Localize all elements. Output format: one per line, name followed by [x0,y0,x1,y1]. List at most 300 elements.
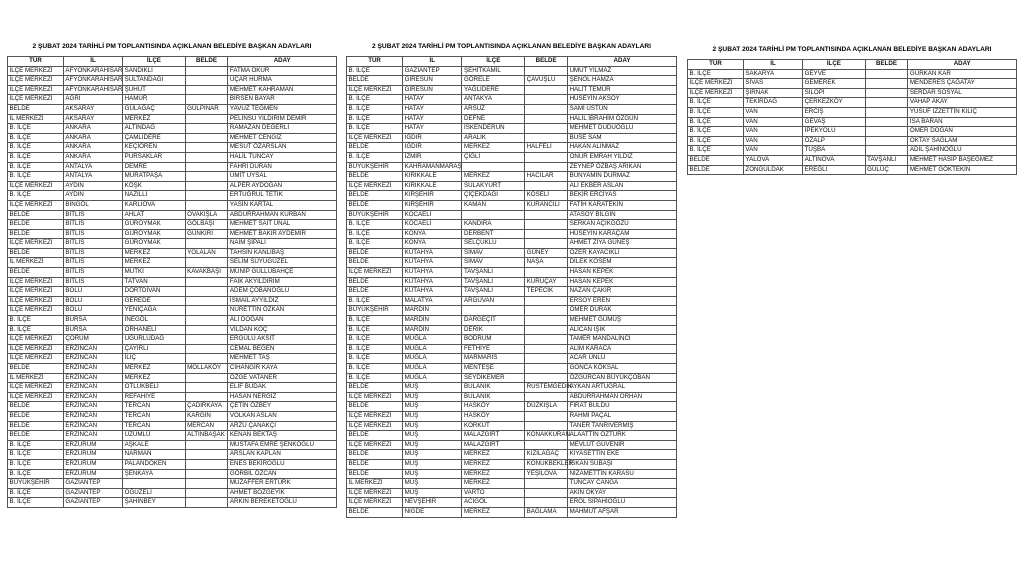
province-cell: ANKARA [63,124,122,134]
town-cell [185,316,228,326]
town-cell [525,306,568,316]
type-cell: BELDE [347,402,403,412]
type-cell: BELDE [347,277,403,287]
candidate-cell: KIYASETTİN EKE [568,450,677,460]
candidate-cell: MEHMET GÜMÜŞ [568,316,677,326]
district-cell: TERCAN [123,421,186,431]
type-cell: İL MERKEZİ [8,114,64,124]
district-cell: DARGEÇİT [462,316,525,326]
candidate-cell: HASAN KEPEK [568,268,677,278]
province-cell: AKSARAY [63,104,122,114]
province-cell: AYDIN [63,191,122,201]
candidate-cell: VOLKAN ASLAN [228,411,337,421]
type-cell: İLÇE MERKEZİ [688,79,744,89]
district-cell: FETHİYE [462,344,525,354]
province-cell: GAZİANTEP [63,498,122,508]
table-row [347,354,677,364]
town-cell: MOLLAKÖY [185,364,228,374]
province-cell: ERZURUM [63,450,122,460]
type-cell: B. İLÇE [8,316,64,326]
town-cell [525,85,568,95]
district-cell: AHLAT [123,210,186,220]
table-row [347,124,677,134]
table-row [347,383,677,393]
type-cell: B. İLÇE [347,335,403,345]
candidate-cell: NURETTİN ÖZKAN [228,306,337,316]
town-cell: DÜZKIŞLA [525,402,568,412]
province-cell: NİĞDE [403,507,462,517]
table-row [8,181,337,191]
table-row [347,162,677,172]
town-cell [525,66,568,76]
type-cell: BELDE [347,383,403,393]
candidate-cell: HÜSEYİN AKSOY [568,95,677,105]
province-cell: ERZURUM [63,459,122,469]
province-cell: HATAY [403,114,462,124]
candidate-cell: FAİK AKYILDIRIM [228,277,337,287]
province-cell: MUŞ [403,488,462,498]
table-row [347,143,677,153]
district-cell: SULAKYURT [462,181,525,191]
candidate-cell: OKTAY SAĞLAM [908,136,1017,146]
candidate-cell: NAZAN ÇAKIR [568,287,677,297]
candidate-table [687,59,1017,175]
candidate-cell: YUSUF İZZETTİN KILIÇ [908,107,1017,117]
type-cell: B. İLÇE [347,296,403,306]
type-cell: BELDE [8,248,64,258]
district-cell: GEVAŞ [803,117,866,127]
district-cell: İNEGÖL [123,316,186,326]
town-cell: TEPECİK [525,287,568,297]
table-row [8,306,337,316]
town-cell [185,133,228,143]
table-row [347,507,677,517]
type-cell: İLÇE MERKEZİ [347,268,403,278]
province-cell: AFYONKARAHİSAR [63,66,122,76]
candidate-cell: ERGÜLÜ AKSIT [228,335,337,345]
table-row [688,136,1017,146]
candidate-cell: İSMAİL AYYILDIZ [228,296,337,306]
province-cell: ŞIRNAK [743,88,802,98]
candidate-cell: AHMET ZİYA GÜNEŞ [568,239,677,249]
district-cell: MERKEZ [462,172,525,182]
type-cell: İLÇE MERKEZİ [8,287,64,297]
town-cell [865,127,908,137]
candidate-cell: ATASOY BİLGİN [568,210,677,220]
type-cell: B. İLÇE [347,124,403,134]
district-cell: MERKEZ [462,469,525,479]
province-cell: BURSA [63,325,122,335]
town-cell [525,114,568,124]
type-cell: BELDE [347,143,403,153]
table-row [347,220,677,230]
province-cell: ERZİNCAN [63,383,122,393]
table-row [688,79,1017,89]
type-cell: BELDE [8,220,64,230]
town-cell [525,239,568,249]
province-cell: ÇORUM [63,335,122,345]
town-cell [185,124,228,134]
table-row [8,95,337,105]
candidate-cell: MEHMET DUDUOĞLU [568,124,677,134]
town-cell [185,277,228,287]
type-cell: İLÇE MERKEZİ [347,498,403,508]
candidate-cell: ARKIN BEREKETOĞLU [228,498,337,508]
table-row [347,133,677,143]
type-cell: B. İLÇE [688,136,744,146]
district-cell: MERKEZ [462,143,525,153]
district-cell: BODRUM [462,335,525,345]
type-cell: B. İLÇE [8,440,64,450]
province-cell: BOLU [63,296,122,306]
candidate-cell: FATİH KARATEKİN [568,200,677,210]
panel-title: 2 ŞUBAT 2024 TARİHLİ PM TOPLANTISINDA AÇIKLANAN BELEDİYE BAŞKAN ADAYLARI [712,46,992,53]
town-cell: NAŞA [525,258,568,268]
province-cell: BURSA [63,316,122,326]
type-cell: BELDE [8,104,64,114]
province-cell: AĞRI [63,95,122,105]
town-cell [185,383,228,393]
candidate-cell: ÖMER DURAK [568,306,677,316]
province-cell: NEVŞEHİR [403,498,462,508]
district-cell: KAMAN [462,200,525,210]
town-cell [185,296,228,306]
province-cell: ANKARA [63,152,122,162]
district-cell: TERCAN [123,411,186,421]
province-cell: ERZİNCAN [63,373,122,383]
type-cell: BELDE [347,76,403,86]
table-row [8,76,337,86]
town-cell [185,95,228,105]
type-cell: B. İLÇE [347,152,403,162]
table-row [688,98,1017,108]
town-cell [185,498,228,508]
table-row [347,66,677,76]
province-cell: BİTLİS [63,220,122,230]
town-cell [525,344,568,354]
candidate-cell: MESUT ÖZARSLAN [228,143,337,153]
candidate-cell: ONUR EMRAH YILDIZ [568,152,677,162]
district-cell: ÇERKEZKÖY [803,98,866,108]
table-row [347,258,677,268]
candidate-cell: NAİM ŞİPALİ [228,239,337,249]
panel-title: 2 ŞUBAT 2024 TARİHLİ PM TOPLANTISINDA AÇIKLANAN BELEDİYE BAŞKAN ADAYLARI [32,43,312,50]
district-cell: KARLIOVA [123,200,186,210]
town-cell [185,76,228,86]
candidate-cell: ÇETİN ÖZBEY [228,402,337,412]
town-cell: MERCAN [185,421,228,431]
type-cell: B. İLÇE [688,98,744,108]
town-cell [525,498,568,508]
candidate-cell: ERSOY EREN [568,296,677,306]
district-cell: SANDIKLI [123,66,186,76]
candidate-cell: ERTUĞRUL TETİK [228,191,337,201]
candidate-cell: HAKAN ALINMAZ [568,143,677,153]
province-cell: BİTLİS [63,248,122,258]
town-cell: TAVŞANLI [865,155,908,165]
district-cell: ÖZALP [803,136,866,146]
town-cell: KONAKKURAN [525,431,568,441]
type-cell: B. İLÇE [688,107,744,117]
candidate-cell: HASAN NERGİZ [228,392,337,402]
province-cell: MUĞLA [403,344,462,354]
type-cell: B. İLÇE [8,143,64,153]
province-cell: ERZURUM [63,469,122,479]
table-row [688,107,1017,117]
table-row [347,316,677,326]
type-cell: İLÇE MERKEZİ [8,181,64,191]
candidate-cell: RAMAZAN DEĞERLİ [228,124,337,134]
type-cell: BELDE [347,200,403,210]
table-row [347,450,677,460]
district-cell: MUTKİ [123,268,186,278]
district-cell [462,306,525,316]
table-row [347,229,677,239]
type-cell: İLÇE MERKEZİ [8,200,64,210]
table-row [8,469,337,479]
town-cell [185,287,228,297]
town-cell [185,152,228,162]
type-cell: İLÇE MERKEZİ [347,421,403,431]
candidate-cell: HALİT TEMÜR [568,85,677,95]
district-cell: ÜZÜMLÜ [123,431,186,441]
district-cell: GÜROYMAK [123,229,186,239]
province-cell: BİTLİS [63,239,122,249]
type-cell: B. İLÇE [347,373,403,383]
table-row [347,479,677,489]
town-cell [525,104,568,114]
town-cell: GÜLPINAR [185,104,228,114]
town-cell: KIZILAĞAÇ [525,450,568,460]
town-cell [185,354,228,364]
table-row [347,191,677,201]
town-cell [185,459,228,469]
type-cell: İLÇE MERKEZİ [8,239,64,249]
town-cell [185,373,228,383]
town-cell [525,133,568,143]
type-cell: BELDE [347,248,403,258]
table-row [347,411,677,421]
type-cell: BELDE [347,431,403,441]
province-cell: MUĞLA [403,373,462,383]
district-cell: BULANIK [462,383,525,393]
district-cell: VARTO [462,488,525,498]
table-row [688,88,1017,98]
candidate-cell: ZEYNEP ÖZBAŞ ARIKAN [568,162,677,172]
town-cell: ÇADIRKAYA [185,402,228,412]
table-row [8,354,337,364]
candidate-cell: ALİ EKBER ASLAN [568,181,677,191]
candidate-cell: ÖMER DOĞAN [908,127,1017,137]
town-cell [185,440,228,450]
table-row [347,200,677,210]
province-cell: ERZİNCAN [63,354,122,364]
table-row [8,200,337,210]
province-cell: KONYA [403,239,462,249]
candidate-cell: ACAR ÜNLÜ [568,354,677,364]
type-cell: BELDE [347,258,403,268]
candidate-cell: ABDURRAHMAN ORHAN [568,392,677,402]
district-cell: ERCİŞ [803,107,866,117]
district-cell: MERKEZ [123,114,186,124]
town-cell [525,95,568,105]
type-cell: İLÇE MERKEZİ [347,133,403,143]
town-cell: KAVAKBAŞI [185,268,228,278]
province-cell: MARDİN [403,325,462,335]
type-cell: BELDE [8,402,64,412]
province-cell: BİTLİS [63,268,122,278]
type-cell: B. İLÇE [8,325,64,335]
town-cell [525,364,568,374]
type-cell: B. İLÇE [8,450,64,460]
town-cell [525,440,568,450]
candidate-cell: HÜSEYİN KARAÇAM [568,229,677,239]
candidate-cell: SERDAR SOSYAL [908,88,1017,98]
province-cell: ANTALYA [63,162,122,172]
province-cell: MUĞLA [403,354,462,364]
candidate-cell: MEHMET TAŞ [228,354,337,364]
province-cell: BİTLİS [63,229,122,239]
town-cell [185,191,228,201]
table-row [347,364,677,374]
table-row [8,335,337,345]
table-row [347,152,677,162]
column-header-province: İL [743,60,802,70]
candidate-cell: ALİM KARACA [568,344,677,354]
table-row [347,296,677,306]
district-cell: İPEKYOLU [803,127,866,137]
table-row [8,498,337,508]
type-cell: İLÇE MERKEZİ [8,66,64,76]
town-cell: YOLALAN [185,248,228,258]
panel-title: 2 ŞUBAT 2024 TARİHLİ PM TOPLANTISINDA AÇIKLANAN BELEDİYE BAŞKAN ADAYLARI [372,43,651,50]
column-header-district: İLÇE [462,57,525,67]
province-cell: TEKİRDAĞ [743,98,802,108]
town-cell: ÇAVUŞLU [525,76,568,86]
type-cell: BELDE [347,191,403,201]
district-cell: GÖRELE [462,76,525,86]
province-cell: MUŞ [403,440,462,450]
province-cell: MARDİN [403,316,462,326]
candidate-cell: HALİL TUNCAY [228,152,337,162]
table-row [688,155,1017,165]
type-cell: BELDE [347,172,403,182]
table-row [347,287,677,297]
table-row [8,383,337,393]
table-row [347,76,677,86]
town-cell [185,114,228,124]
town-cell: ALTINBAŞAK [185,431,228,441]
type-cell: BELDE [8,268,64,278]
town-cell: BAĞLAMA [525,507,568,517]
district-cell: ŞUHUT [123,85,186,95]
type-cell: İL MERKEZİ [347,479,403,489]
table-row [8,133,337,143]
type-cell: B. İLÇE [347,344,403,354]
province-cell: BOLU [63,287,122,297]
candidate-cell: ALPER AYDOĞAN [228,181,337,191]
table-row [8,344,337,354]
type-cell: İLÇE MERKEZİ [8,95,64,105]
candidate-cell: VİLDAN KOÇ [228,325,337,335]
table-row [8,239,337,249]
province-cell: HATAY [403,104,462,114]
type-cell: BELDE [8,210,64,220]
town-cell [185,488,228,498]
candidate-cell: İSKAN SUBAŞI [568,459,677,469]
district-cell [462,210,525,220]
table-row [8,479,337,489]
type-cell: BELDE [8,421,64,431]
district-cell: OĞUZELİ [123,488,186,498]
province-cell: ERZURUM [63,440,122,450]
town-cell [865,88,908,98]
table-row [347,239,677,249]
candidate-cell: RAHMİ PAÇAL [568,411,677,421]
district-cell: GEMEREK [803,79,866,89]
town-cell [865,98,908,108]
district-cell: KÖŞK [123,181,186,191]
candidate-cell: HALİL İBRAHİM ÖZGÜN [568,114,677,124]
table-row [347,325,677,335]
district-cell: ŞAHİNBEY [123,498,186,508]
province-cell: MUŞ [403,459,462,469]
province-cell: İZMİR [403,152,462,162]
district-cell: EREĞLİ [803,165,866,175]
province-cell: BİTLİS [63,277,122,287]
table-row [8,402,337,412]
type-cell: B. İLÇE [8,162,64,172]
province-cell: KIRŞEHİR [403,191,462,201]
header-row [688,60,1017,70]
table-row [8,373,337,383]
column-header-candidate: ADAY [908,60,1017,70]
candidate-cell: MEHMET BAKIR AYDEMİR [228,229,337,239]
candidate-cell: SELİM SUYUGÜZEL [228,258,337,268]
district-cell: ALTINOVA [803,155,866,165]
province-cell: MUŞ [403,431,462,441]
table-row [8,411,337,421]
province-cell: VAN [743,127,802,137]
district-cell: HASKÖY [462,411,525,421]
table-row [8,191,337,201]
table-row [8,287,337,297]
district-cell: MERKEZ [123,258,186,268]
type-cell: İLÇE MERKEZİ [8,76,64,86]
table-row [347,104,677,114]
town-cell [185,85,228,95]
candidate-cell: TAMER MANDALİNCİ [568,335,677,345]
town-cell [525,124,568,134]
province-cell: GAZİANTEP [63,479,122,489]
candidate-table-panel-2 [346,41,677,518]
type-cell: B. İLÇE [8,191,64,201]
district-cell: YENİÇAĞA [123,306,186,316]
table-row [8,85,337,95]
town-cell [525,162,568,172]
town-cell: GÜLÜÇ [865,165,908,175]
table-row [347,248,677,258]
district-cell: SİLOPİ [803,88,866,98]
candidate-table-panel-1 [7,41,337,508]
candidate-cell: SAMİ ÜSTÜN [568,104,677,114]
candidate-cell: ÖZGE VATANER [228,373,337,383]
district-cell: MERKEZ [462,507,525,517]
candidate-cell: GONCA KÖKSAL [568,364,677,374]
district-cell: ÇİĞLİ [462,152,525,162]
province-cell: MUŞ [403,392,462,402]
table-row [347,335,677,345]
